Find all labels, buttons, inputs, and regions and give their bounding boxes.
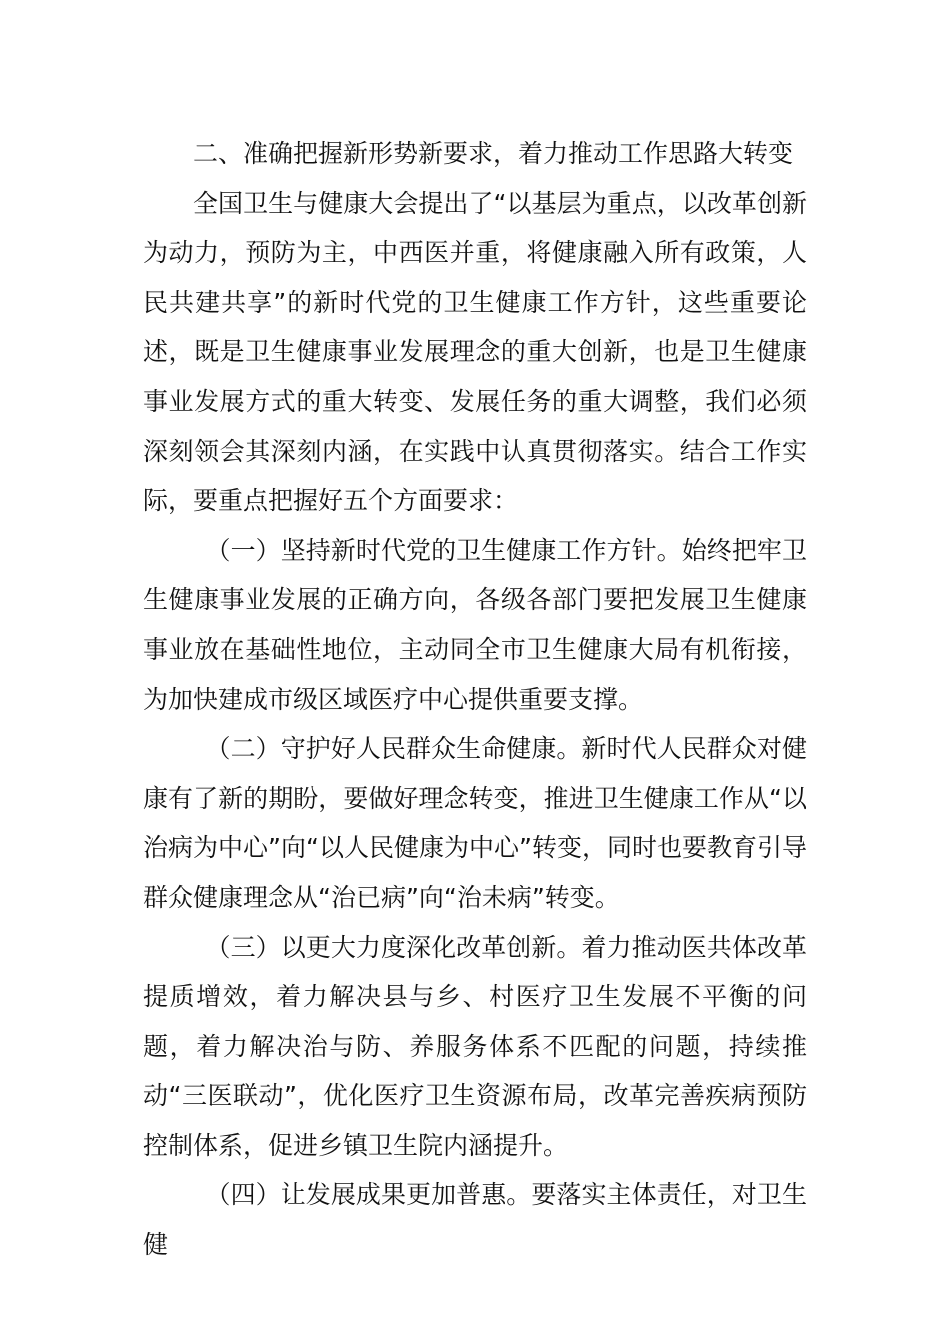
paragraph-item-2: （二）守护好人民群众生命健康。新时代人民群众对健康有了新的期盼，要做好理念转变，推进卫生健康工作从“以治病为中心”向“以人民健康为中心”转变，同时也要教育引导群众健康理念从“治已病”向“治未病”转变。 xyxy=(143,734,807,912)
section-heading: 二、准确把握新形势新要求，着力推动工作思路大转变 xyxy=(193,139,794,168)
document-body xyxy=(143,129,807,1270)
paragraph-item-1: （一）坚持新时代党的卫生健康工作方针。始终把牢卫生健康事业发展的正确方向，各级各部门要把发展卫生健康事业放在基础性地位，主动同全市卫生健康大局有机衔接，为加快建成市级区域医疗中心提供重要支撑。 xyxy=(143,535,807,714)
intro-paragraph: 全国卫生与健康大会提出了“以基层为重点，以改革创新为动力，预防为主，中西医并重，将健康融入所有政策，人民共建共享”的新时代党的卫生健康工作方针，这些重要论述，既是卫生健康事业发展理念的重大创新，也是卫生健康事业发展方式的重大转变、发展任务的重大调整，我们必须深刻领会其深刻内涵，在实践中认真贯彻落实。结合工作实际，要重点把握好五个方面要求： xyxy=(143,188,807,516)
paragraph-item-4: （四）让发展成果更加普惠。要落实主体责任，对卫生健 xyxy=(143,1180,807,1260)
paragraph-item-3: （三）以更大力度深化改革创新。着力推动医共体改革提质增效，着力解决县与乡、村医疗卫生发展不平衡的问题，着力解决治与防、养服务体系不匹配的问题，持续推动“三医联动”，优化医疗卫生资源布局，改革完善疾病预防控制体系，促进乡镇卫生院内涵提升。 xyxy=(143,932,807,1160)
